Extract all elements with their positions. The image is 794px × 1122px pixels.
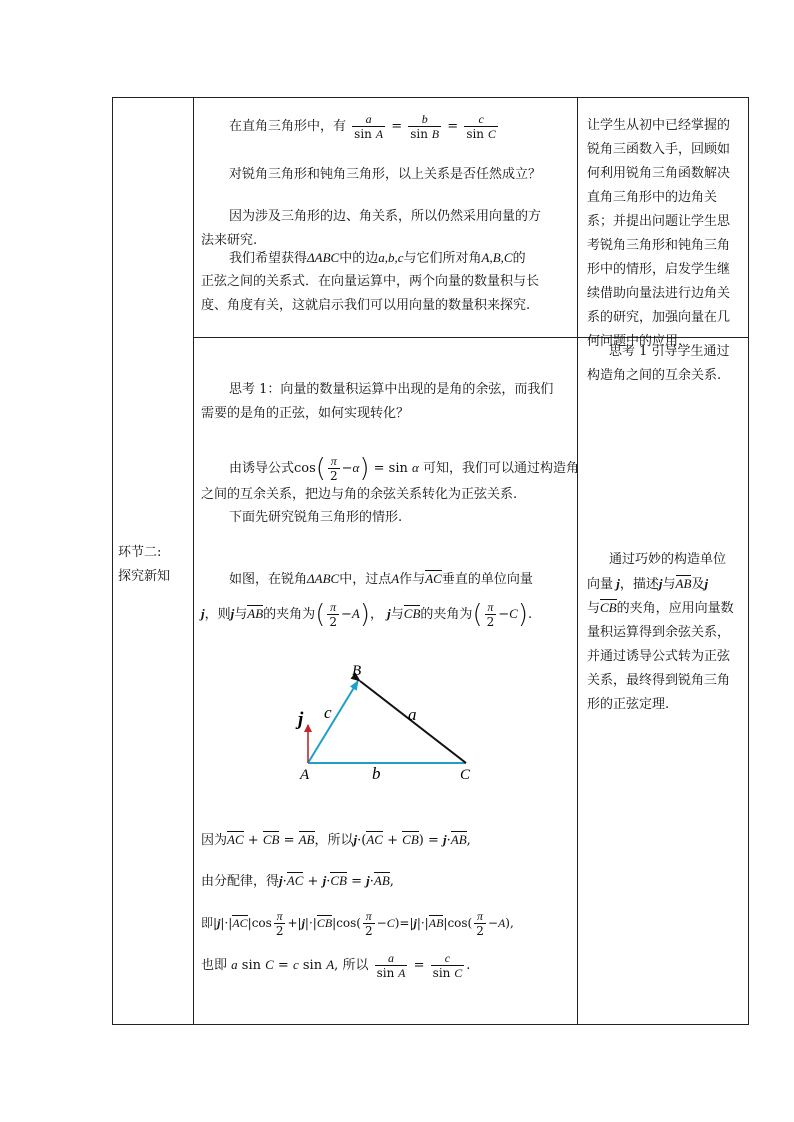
design-intent-1: 让学生从初中已经掌握的 锐角三函数入手，回顾如 何利用锐角三角函数解决 直角三角形中的边角关 系；并提出问题让学生思 考锐角三角形和钝角三角 形中的情形，启发学生继 续借助向量法进行边角关 系的研究，加强向量在几 何问题中的应用. [587,118,731,349]
derivation-because: 因为AC + CB = AB，所以j·(AC + CB) = j·AB, [201,832,471,848]
design-intent-2: 思考 1 引导学生通过 构造角之间的互余关系. [587,344,730,383]
label-a: a [408,705,417,724]
figure-description: 如图，在锐角ΔABC中，过点A作与AC垂直的单位向量 [229,571,533,587]
label-C: C [460,767,471,783]
acute-case-line: 下面先研究锐角三角形的情形. [229,510,403,525]
section-label: 环节二: 探究新知 [118,545,171,584]
induction-formula: 由诱导公式cos( $\frac{\pi}{2}$ −α) = sin α 可知，我们可以通过构造角 [229,453,579,484]
think1-paragraph-2: 需要的是角的正弦，如何实现转化？ [201,406,410,421]
triangle-figure [290,655,490,785]
goal-paragraph: 我们希望获得ΔABC中的边a,b,c与它们所对角A,B,C的 [229,250,526,266]
design-intent-3: 通过巧妙的构造单位 向量 j，描述j与AB及j 与CB的夹角，应用向量数 量积运算得到余弦关系， 并通过诱导公式转为正弦 关系，最终得到锐角三角 形的正弦定理. [587,552,734,712]
method-paragraph-2: 法来研究. [201,233,258,248]
right-triangle-relation: 在直角三角形中，有 $\frac{a}{\text{sin A}}$ = $\frac{b}{\text{sin B}}$ = $\frac{c}{\text{sin C}}$ [229,112,496,141]
question-paragraph: 对锐角三角形和钝角三角形，以上关系是否任然成立？ [229,167,542,182]
label-b: b [372,764,381,783]
label-A: A [300,767,310,783]
column-divider-1 [193,97,194,1025]
goal-paragraph-3: 度、角度有关，这就启示我们可以用向量的数量积来探究. [201,298,531,313]
figure-description-2: j，则j与AB的夹角为( $\frac{\pi}{2}$ −A)， j与CB的夹角为( $\frac{\pi}{2}$ −C). [201,599,533,630]
label-j: j [298,709,304,730]
induction-paragraph-2: 之间的互余关系，把边与角的余弦关系转化为正弦关系. [201,487,518,502]
label-B: B [352,663,362,679]
side-c-vector [308,681,358,763]
label-c: c [324,703,332,722]
derivation-result: 也即 a sin C = c sin A, 所以 $\frac{a}{\text{sin A}}$ = $\frac{c}{\text{sin C}}$ . [201,951,471,980]
method-paragraph: 因为涉及三角形的边、角关系，所以仍然采用向量的方 [229,209,542,224]
derivation-expanded: 即|j|·|AC|cos $\frac{\pi}{2}$ +|j|·|CB|cos( $\frac{\pi}{2}$ −C)=|j|·|AB|cos( $\frac{\pi}{2}$ −A), [201,909,514,938]
goal-paragraph-2: 正弦之间的关系式．在向量运算中，两个向量的数量积与长 [201,274,540,289]
think1-paragraph: 思考 1：向量的数量积运算中出现的是角的余弦，而我们 [229,382,554,397]
column-divider-2 [577,97,578,1025]
derivation-distributive: 由分配律，得j·AC + j·CB = j·AB, [201,873,394,889]
